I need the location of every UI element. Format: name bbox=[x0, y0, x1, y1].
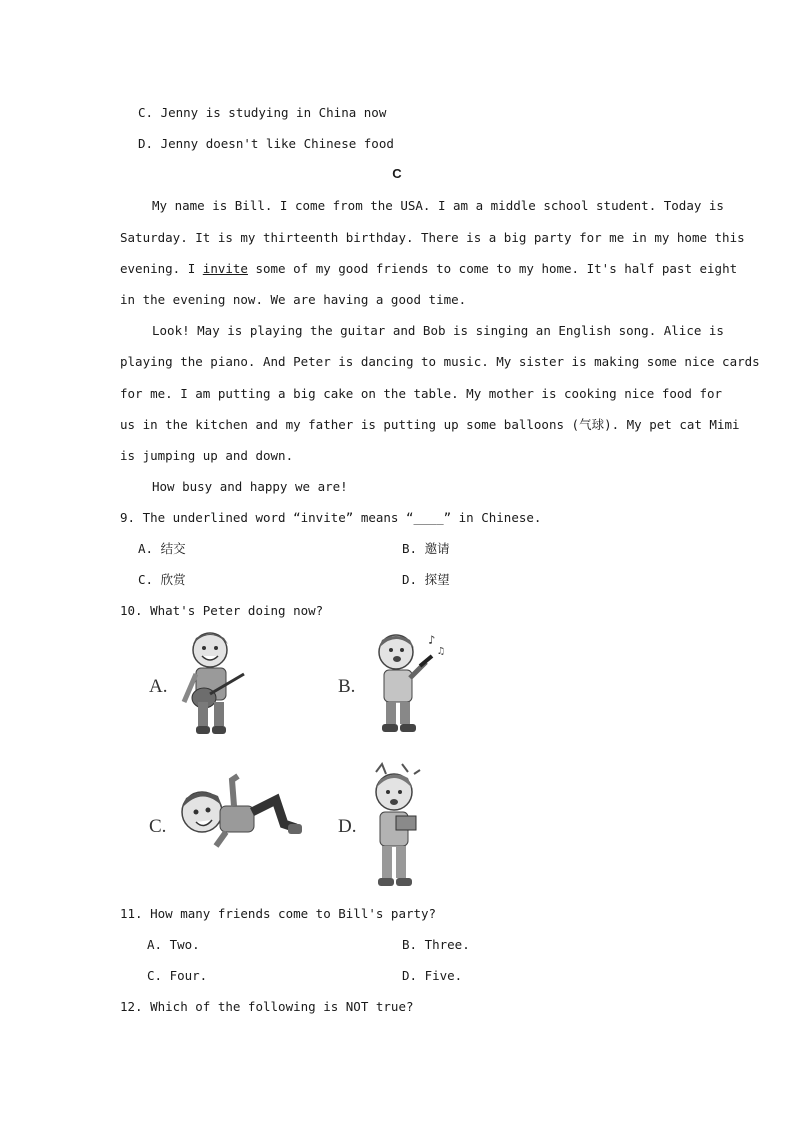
q10-option-b-label[interactable]: B. bbox=[338, 676, 356, 697]
svg-text:♪: ♪ bbox=[428, 633, 436, 647]
passage-p2-line2: playing the piano. And Peter is dancing to music. My sister is making some nice cards bbox=[120, 354, 760, 369]
boy-playing-guitar-image[interactable] bbox=[172, 628, 254, 746]
passage-p2-line5: is jumping up and down. bbox=[120, 448, 294, 463]
q9-stem: 9. The underlined word “invite” means “____” in Chinese. bbox=[120, 510, 542, 525]
passage-p3: How busy and happy we are! bbox=[152, 479, 348, 494]
q10-option-a-label[interactable]: A. bbox=[149, 676, 168, 697]
prev-option-d: D. Jenny doesn't like Chinese food bbox=[138, 136, 394, 151]
section-heading: C bbox=[392, 166, 402, 181]
q11-option-c[interactable]: C. Four. bbox=[147, 968, 208, 983]
q9-option-d[interactable]: D. 探望 bbox=[402, 572, 450, 587]
q11-option-b[interactable]: B. Three. bbox=[402, 937, 470, 952]
passage-p2-line4: us in the kitchen and my father is putting up some balloons (气球). My pet cat Mimi bbox=[120, 417, 740, 432]
q12-stem: 12. Which of the following is NOT true? bbox=[120, 999, 414, 1014]
passage-p1-line2: Saturday. It is my thirteenth birthday. There is a big party for me in my home this bbox=[120, 230, 745, 245]
q10-option-c-label[interactable]: C. bbox=[149, 816, 167, 837]
passage-p1-line3: evening. I invite some of my good friends to come to my home. It's half past eight bbox=[120, 261, 738, 276]
boy-dancing-image[interactable] bbox=[172, 772, 306, 852]
passage-p1-line1: My name is Bill. I come from the USA. I am a middle school student. Today is bbox=[152, 198, 724, 213]
passage-p2-line3: for me. I am putting a big cake on the table. My mother is cooking nice food for bbox=[120, 386, 723, 401]
q10-option-d-label[interactable]: D. bbox=[338, 816, 357, 837]
q11-stem: 11. How many friends come to Bill's party? bbox=[120, 906, 437, 921]
boy-holding-cake-image[interactable] bbox=[362, 760, 426, 892]
prev-option-c: C. Jenny is studying in China now bbox=[138, 105, 387, 120]
q11-option-d[interactable]: D. Five. bbox=[402, 968, 463, 983]
q10-stem: 10. What's Peter doing now? bbox=[120, 603, 324, 618]
svg-text:♫: ♫ bbox=[438, 646, 445, 657]
q9-option-b[interactable]: B. 邀请 bbox=[402, 541, 450, 556]
boy-singing-image[interactable] bbox=[360, 628, 450, 740]
q9-option-a[interactable]: A. 结交 bbox=[138, 541, 186, 556]
underlined-word: invite bbox=[202, 261, 248, 276]
q11-option-a[interactable]: A. Two. bbox=[147, 937, 200, 952]
passage-p1-line4: in the evening now. We are having a good time. bbox=[120, 292, 467, 307]
q9-option-c[interactable]: C. 欣赏 bbox=[138, 572, 186, 587]
passage-p2-line1: Look! May is playing the guitar and Bob is singing an English song. Alice is bbox=[152, 323, 724, 338]
